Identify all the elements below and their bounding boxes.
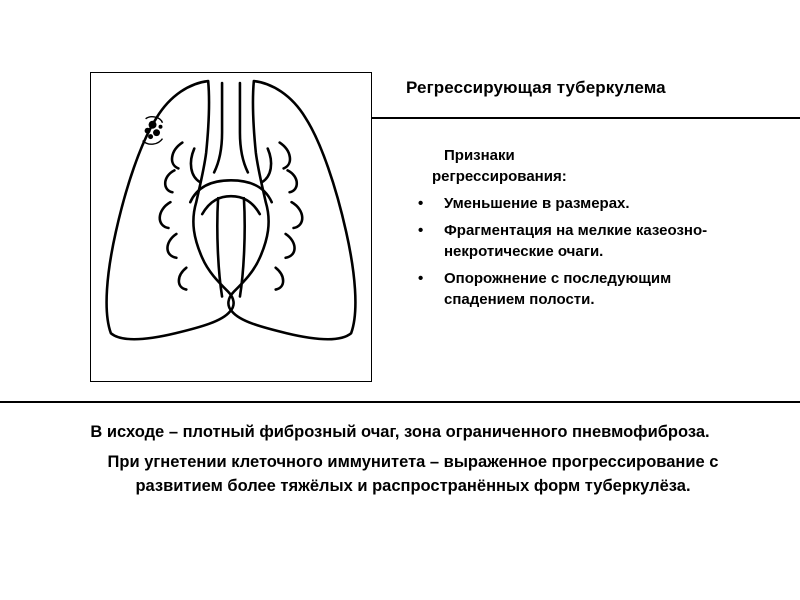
lungs-diagram-icon — [91, 73, 371, 381]
list-item: • Уменьшение в размерах. — [416, 193, 714, 214]
section-divider — [0, 401, 800, 403]
signs-heading-line2: регрессирования: — [432, 168, 567, 185]
slide-title: Регрессирующая туберкулема — [406, 78, 666, 97]
conclusion — [60, 420, 740, 504]
signs-heading — [416, 145, 644, 187]
conclusion-paragraph-1: В исходе – плотный фиброзный очаг, зона ограниченного пневмофиброза. — [90, 423, 710, 441]
signs-heading-line1: Признаки — [444, 147, 515, 164]
list-item: • Опорожнение с последующим спадением полости. — [416, 268, 714, 310]
list-item: • Фрагментация на мелкие казеозно-некротические очаги. — [416, 220, 714, 262]
signs-list — [416, 193, 716, 310]
regression-signs — [416, 145, 716, 310]
lungs-figure — [90, 72, 372, 382]
conclusion-paragraph-2: При угнетении клеточного иммунитета – выраженное прогрессирование с развитием более тяжёлых и распространённых форм туберкулёза. — [107, 453, 719, 495]
title-divider — [372, 117, 800, 119]
